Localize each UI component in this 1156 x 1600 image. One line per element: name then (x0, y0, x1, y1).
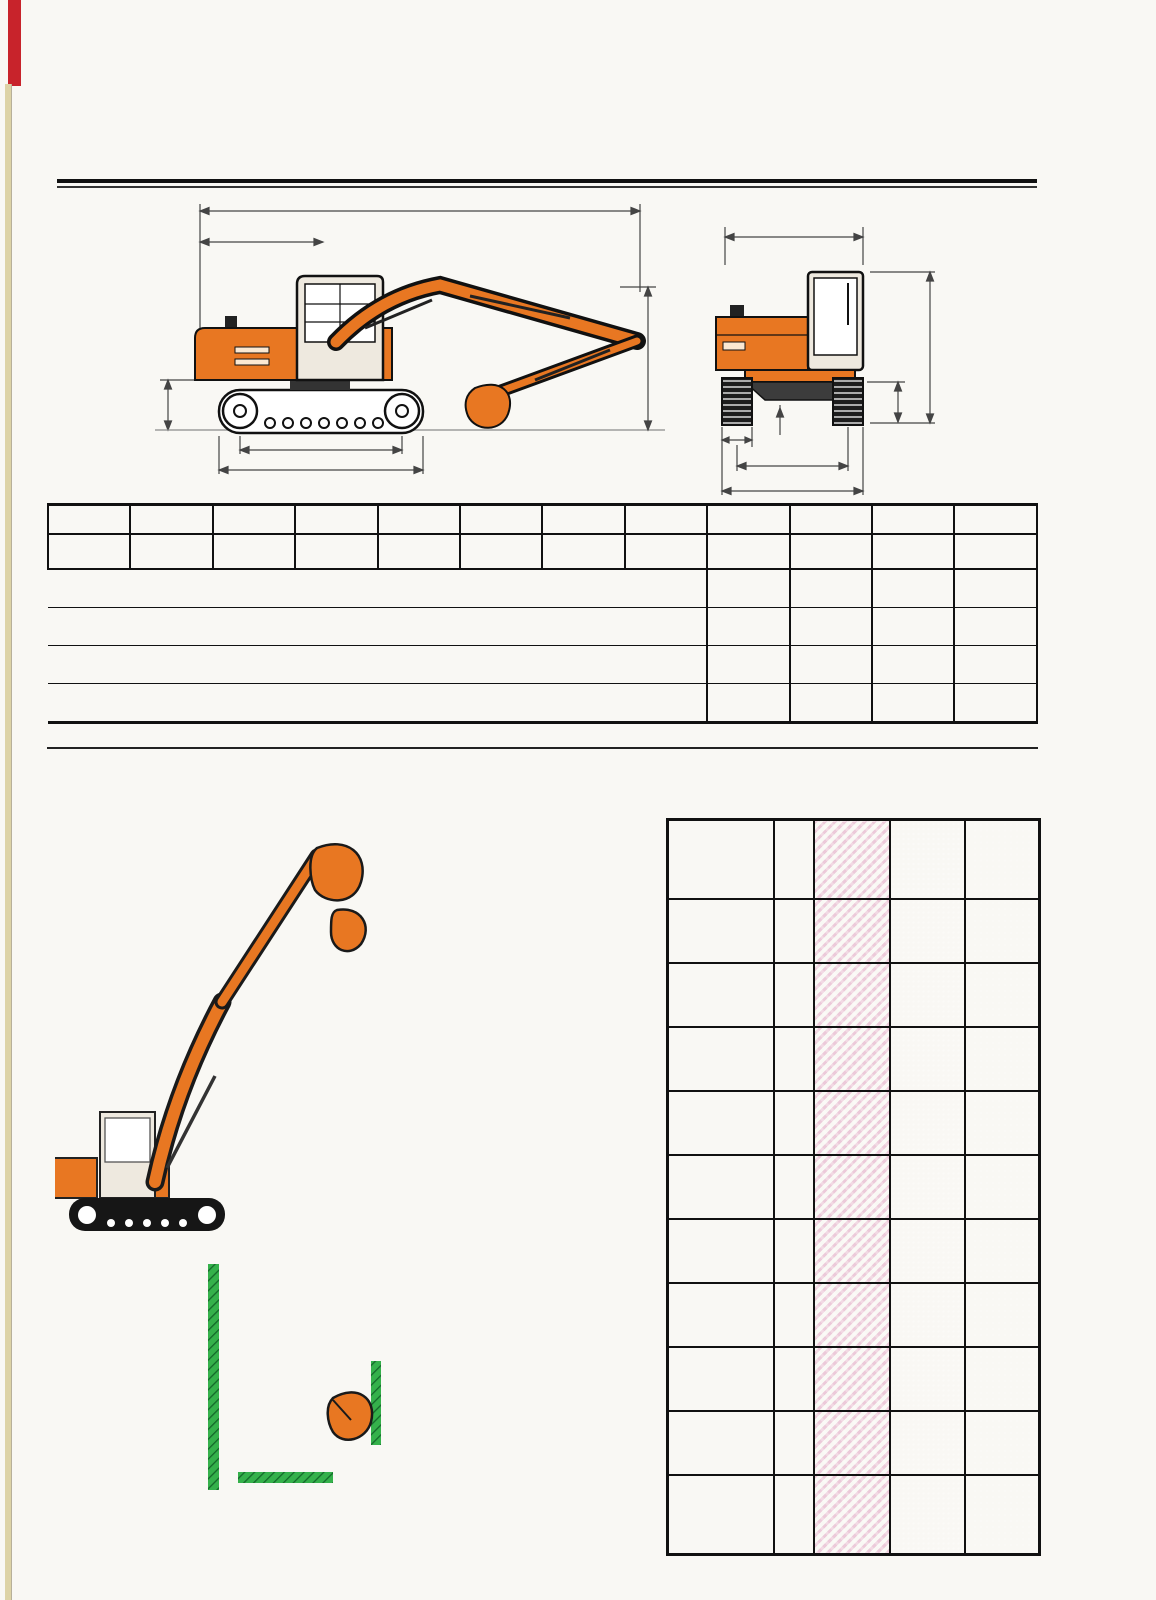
cell-value (872, 608, 954, 646)
header-rule (57, 179, 1037, 183)
page-edge-strip (5, 84, 12, 1600)
table-row (48, 569, 1037, 608)
cell-value (954, 646, 1037, 684)
dim-value (790, 534, 872, 569)
section-rule (47, 747, 1038, 749)
cell-value (707, 608, 789, 646)
dim-value (707, 534, 789, 569)
excavator-rear-figure (716, 272, 863, 425)
col-header (130, 505, 212, 535)
dim-value (48, 534, 130, 569)
dim-value (542, 534, 624, 569)
header-rule-thin (57, 186, 1037, 188)
spec-row (668, 1027, 1040, 1091)
cell-value (954, 608, 1037, 646)
col-header (790, 505, 872, 535)
digging-wall-markers (208, 1264, 381, 1490)
col-header (872, 505, 954, 535)
dimension-table (47, 503, 1038, 724)
working-range-chart (55, 760, 647, 1598)
col-header (378, 505, 460, 535)
excavator-side-view-drawing (140, 192, 670, 502)
dimension-values-row (48, 534, 1037, 569)
excavator-rear-view-drawing (685, 205, 950, 500)
col-header (460, 505, 542, 535)
spec-row (668, 1283, 1040, 1347)
page-edge-red-mark (8, 0, 21, 86)
col-header (295, 505, 377, 535)
cell-value (707, 646, 789, 684)
spec-row (668, 820, 1040, 900)
dim-value (378, 534, 460, 569)
cell-value (790, 569, 872, 608)
spec-row (668, 963, 1040, 1027)
dim-value (130, 534, 212, 569)
table-row (48, 684, 1037, 723)
cell-value (954, 684, 1037, 723)
spec-row (668, 1347, 1040, 1411)
cell-value (790, 646, 872, 684)
dimension-table-header-row (48, 505, 1037, 535)
cell-value (790, 608, 872, 646)
page-header (57, 140, 1037, 178)
spec-row (668, 1475, 1040, 1555)
table-row (48, 608, 1037, 646)
spec-row (668, 1155, 1040, 1219)
cell-value (707, 569, 789, 608)
cell-value (954, 569, 1037, 608)
col-header (625, 505, 707, 535)
spec-row (668, 899, 1040, 963)
cell-value (790, 684, 872, 723)
col-header (213, 505, 295, 535)
cell-value (872, 646, 954, 684)
spec-table (666, 818, 1041, 1556)
dim-value (954, 534, 1037, 569)
table-row (48, 646, 1037, 684)
dim-value (213, 534, 295, 569)
excavator-side-figure (195, 276, 637, 433)
col-header (954, 505, 1037, 535)
dim-value (625, 534, 707, 569)
col-header (707, 505, 789, 535)
dim-value (460, 534, 542, 569)
col-header (542, 505, 624, 535)
dim-value (295, 534, 377, 569)
cell-value (872, 684, 954, 723)
cell-value (872, 569, 954, 608)
col-header (48, 505, 130, 535)
spec-row (668, 1411, 1040, 1475)
spec-row (668, 1219, 1040, 1283)
dim-value (872, 534, 954, 569)
spec-row (668, 1091, 1040, 1155)
cell-value (707, 684, 789, 723)
